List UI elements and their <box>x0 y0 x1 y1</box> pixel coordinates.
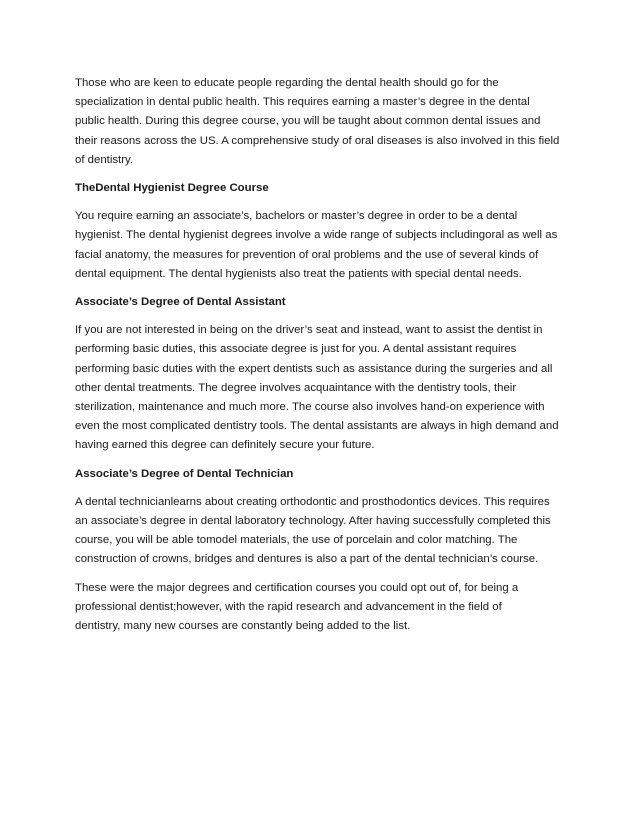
heading-dental-technician: Associate’s Degree of Dental Technician <box>75 467 294 480</box>
heading-dental-hygienist: TheDental Hygienist Degree Course <box>75 182 269 195</box>
paragraph-dental-public-health: Those who are keen to educate people regarding the dental health should go for the specialization in dental public health. This requires earning a master’s degree in the dental public health. During this degree course, you will be taught about common dental issues and their reasons across the US. A comprehensive study of oral diseases is also involved in this field of dentistry. <box>75 77 560 166</box>
document-body <box>75 74 565 645</box>
paragraph-conclusion: These were the major degrees and certification courses you could opt out of, for being a professional dentist;however, with the rapid research and advancement in the field of dentistry, many new courses are constantly being added to the list. <box>75 581 519 633</box>
paragraph-dental-hygienist: You require earning an associate’s, bachelors or master’s degree in order to be a dental hygienist. The dental hygienist degrees involve a wide range of subjects includingoral as well as facial anatomy, the measures for prevention of oral problems and the use of several kinds of dental equipment. The dental hygienists also treat the patients with special dental needs. <box>75 210 558 280</box>
paragraph-dental-technician: A dental technicianlearns about creating orthodontic and prosthodontics devices. This requires an associate’s degree in dental laboratory technology. After having successfully completed this course, you will be able tomodel materials, the use of porcelain and color matching. The construction of crowns, bridges and dentures is also a part of the dental technician’s course. <box>75 495 551 566</box>
heading-dental-assistant: Associate’s Degree of Dental Assistant <box>75 296 286 309</box>
paragraph-dental-assistant: If you are not interested in being on the driver’s seat and instead, want to assist the dentist in performing basic duties, this associate degree is just for you. A dental assistant requires performing basic duties with the expert dentists such as assistance during the surgeries and all other dental treatments. The degree involves acquaintance with the dentistry tools, their sterilization, maintenance and much more. The course also involves hand-on experience with even the most complicated dentistry tools. The dental assistants are always in high demand and having earned this degree can definitely secure your future. <box>75 324 559 452</box>
